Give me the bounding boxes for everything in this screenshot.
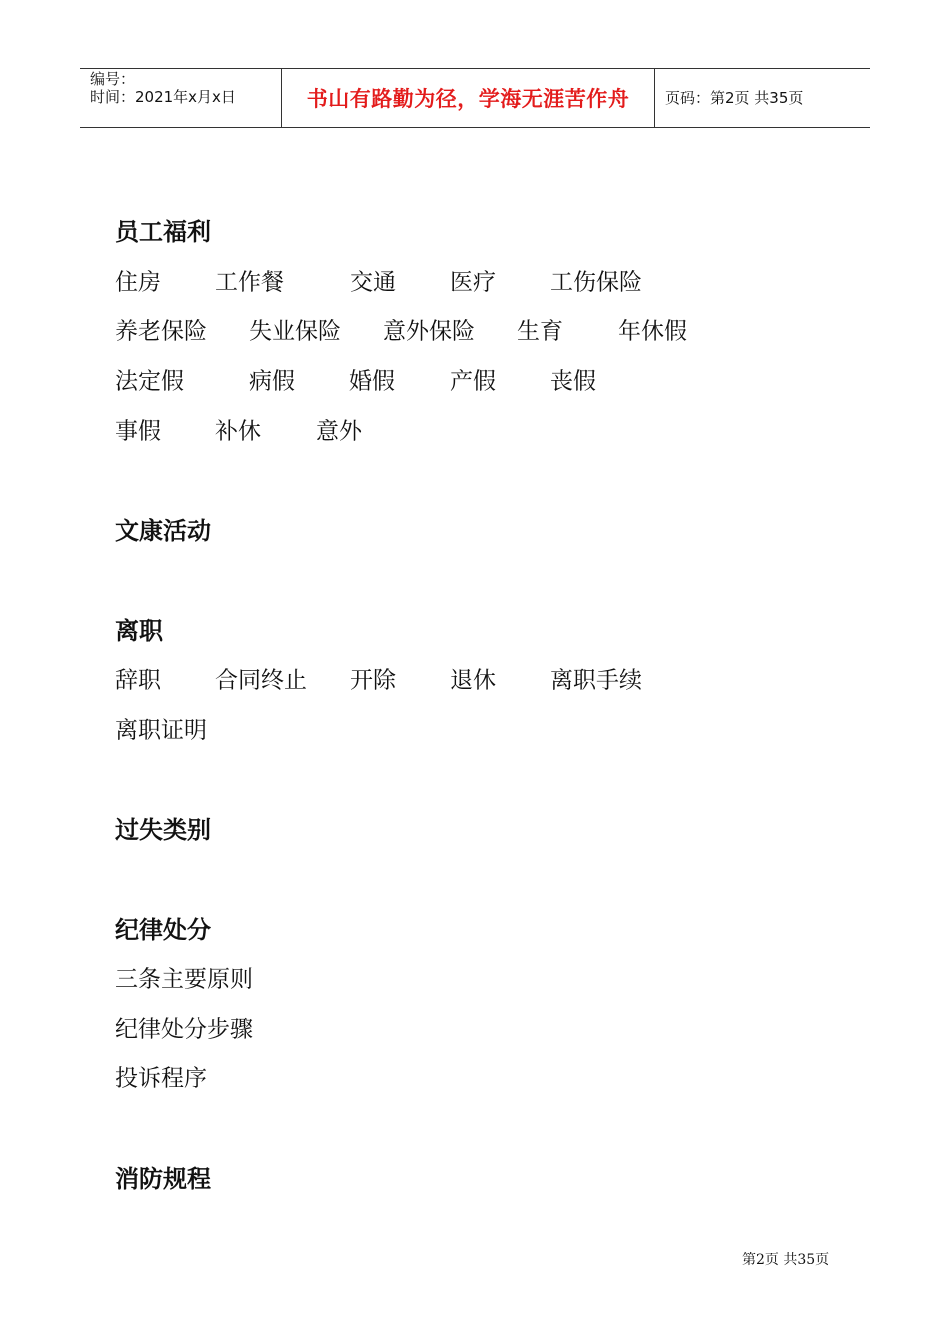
section-heading-faults — [115, 803, 835, 853]
section-title: 过失类别 — [115, 815, 211, 844]
page-footer-number: 第2页 共35页 — [742, 1252, 830, 1268]
list-item: 离职手续 — [550, 667, 642, 694]
list-item: 离职证明 — [115, 717, 207, 744]
list-item: 住房 — [115, 269, 161, 296]
list-item: 年休假 — [618, 318, 687, 345]
spacer — [115, 454, 835, 504]
document-body — [115, 205, 835, 1201]
list-item: 事假 — [115, 418, 161, 445]
welfare-row — [115, 255, 835, 305]
list-item: 丧假 — [550, 368, 596, 395]
spacer — [115, 554, 835, 604]
header-info-cell — [80, 69, 282, 127]
spacer — [115, 852, 835, 902]
section-title: 文康活动 — [115, 517, 211, 546]
list-item: 开除 — [350, 667, 396, 694]
header-motto-cell — [282, 69, 655, 127]
header-page-cell — [655, 69, 870, 127]
list-item: 病假 — [249, 368, 295, 395]
list-item: 生育 — [517, 318, 563, 345]
list-item: 意外 — [316, 418, 362, 445]
list-item: 意外保险 — [383, 318, 475, 345]
discipline-row — [115, 1002, 835, 1052]
list-item: 纪律处分步骤 — [115, 1016, 253, 1043]
page-header — [80, 68, 870, 128]
header-motto: 书山有路勤为径，学海无涯苦作舟 — [306, 87, 630, 111]
list-item: 交通 — [350, 269, 396, 296]
list-item: 婚假 — [349, 368, 395, 395]
list-item: 产假 — [450, 368, 496, 395]
list-item: 合同终止 — [215, 667, 307, 694]
section-heading-welfare — [115, 205, 835, 255]
spacer — [115, 753, 835, 803]
list-item: 工伤保险 — [550, 269, 642, 296]
list-item: 投诉程序 — [115, 1065, 207, 1092]
section-heading-resignation — [115, 603, 835, 653]
list-item: 法定假 — [115, 368, 184, 395]
document-number-label: 编号： — [90, 70, 136, 88]
list-item: 退休 — [450, 667, 496, 694]
list-item: 补休 — [215, 418, 261, 445]
resignation-row — [115, 653, 835, 703]
welfare-row — [115, 404, 835, 454]
list-item: 医疗 — [450, 269, 496, 296]
welfare-row — [115, 354, 835, 404]
section-title: 纪律处分 — [115, 915, 211, 944]
list-item: 养老保险 — [115, 318, 207, 345]
section-title: 员工福利 — [115, 218, 211, 247]
section-heading-discipline — [115, 902, 835, 952]
document-time-label: 时间：2021年x月x日 — [90, 88, 236, 106]
section-title: 消防规程 — [115, 1164, 211, 1193]
discipline-row — [115, 1052, 835, 1102]
section-heading-recreation — [115, 504, 835, 554]
spacer — [115, 1101, 835, 1151]
list-item: 三条主要原则 — [115, 966, 253, 993]
resignation-row — [115, 703, 835, 753]
list-item: 失业保险 — [249, 318, 341, 345]
header-page-number: 页码：第2页 共35页 — [665, 89, 804, 107]
section-heading-fire — [115, 1151, 835, 1201]
list-item: 辞职 — [115, 667, 161, 694]
section-title: 离职 — [115, 616, 163, 645]
list-item: 工作餐 — [215, 269, 284, 296]
discipline-row — [115, 952, 835, 1002]
welfare-row — [115, 305, 835, 355]
